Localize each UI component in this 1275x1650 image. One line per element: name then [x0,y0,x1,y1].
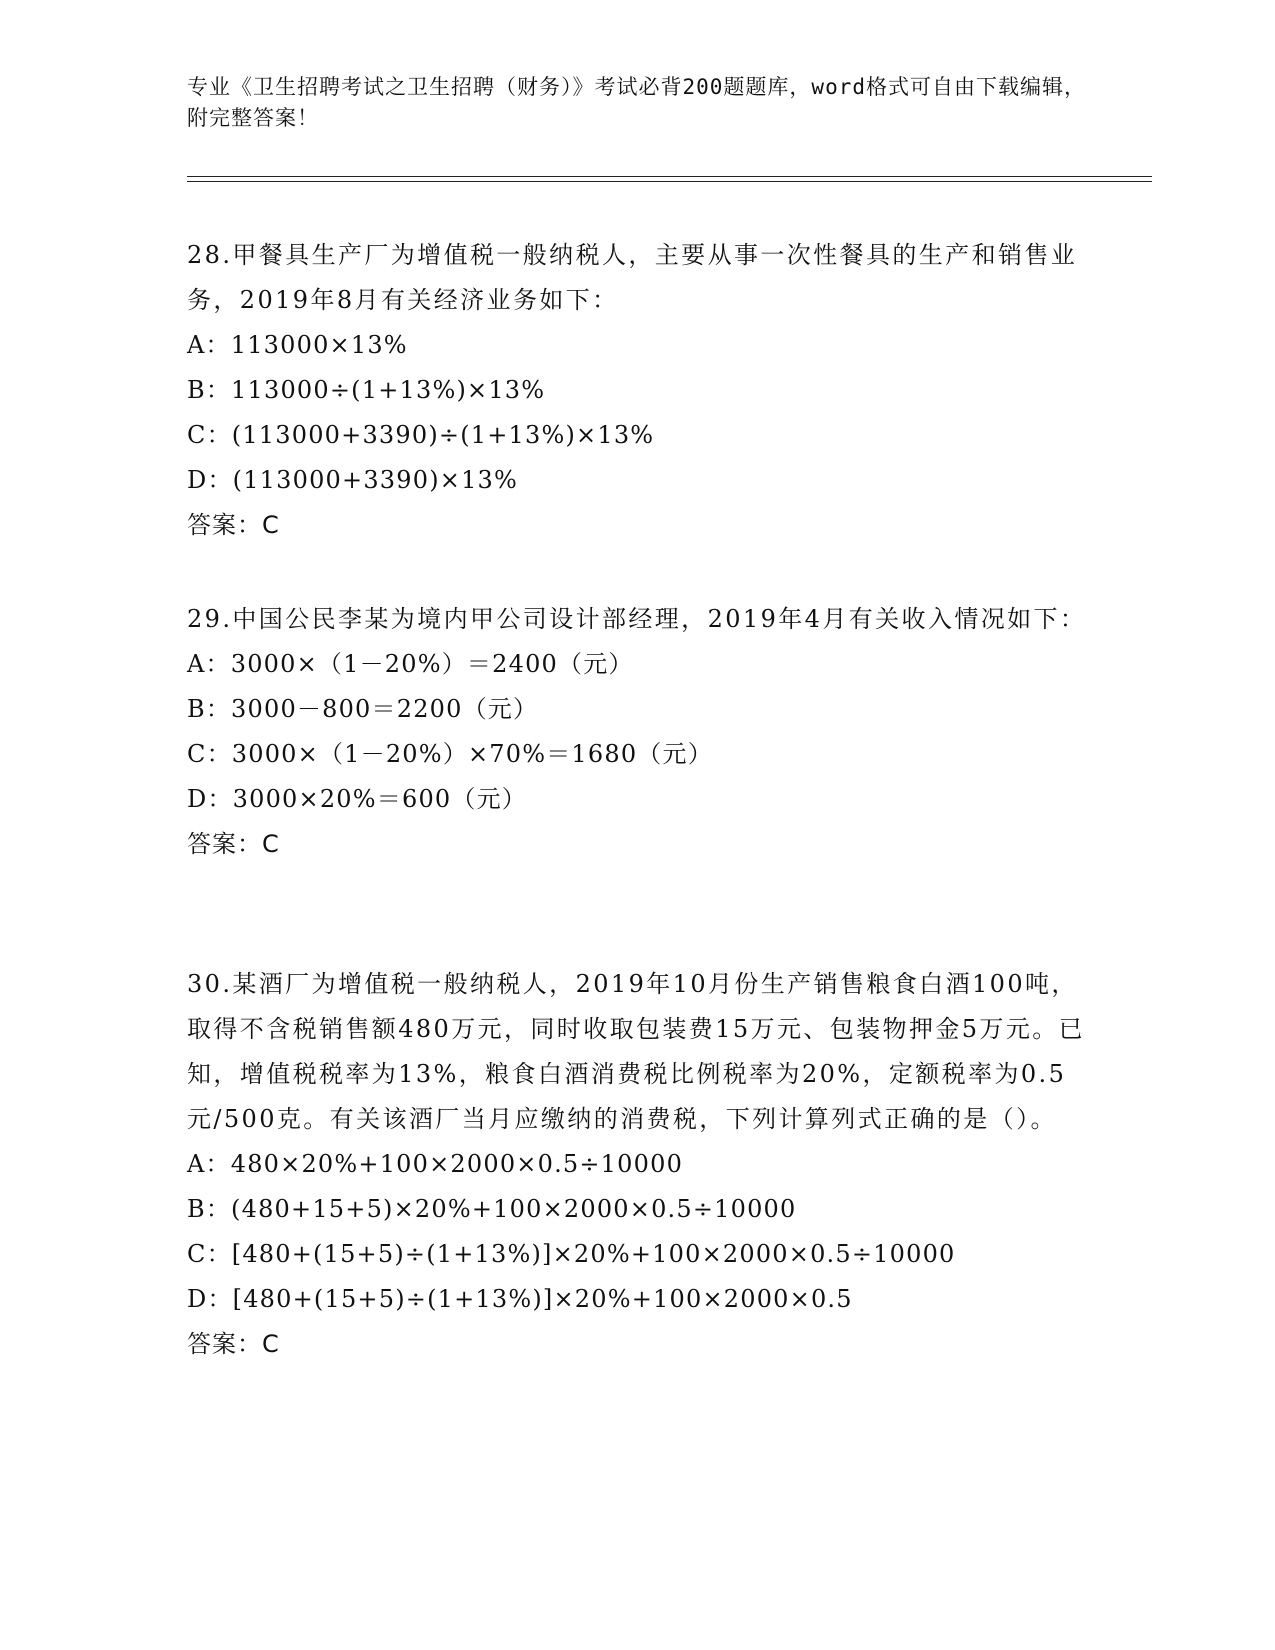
option-d: D：[480+(15+5)÷(1+13%)]×20%+100×2000×0.5 [187,1285,853,1313]
option-c: C：[480+(15+5)÷(1+13%)]×20%+100×2000×0.5÷10000 [187,1240,956,1268]
question-28 [187,233,1087,548]
header-divider-top [187,176,1152,177]
header-divider-bottom [187,181,1152,182]
option-a: A：480×20%+100×2000×0.5÷10000 [187,1150,684,1178]
option-b: B：(480+15+5)×20%+100×2000×0.5÷10000 [187,1195,797,1223]
option-b: B：113000÷(1+13%)×13% [187,376,546,404]
option-a: A：113000×13% [187,331,408,359]
answer-line: 答案：C [187,1330,280,1358]
document-header: 专业《卫生招聘考试之卫生招聘（财务）》考试必背200题题库，word格式可自由下载编辑，附完整答案！ [187,75,1086,130]
question-stem: 29.中国公民李某为境内甲公司设计部经理，2019年4月有关收入情况如下： [187,605,1087,633]
question-29 [187,597,1087,867]
option-c: C：3000×（1－20%）×70%＝1680（元） [187,740,713,768]
question-stem: 28.甲餐具生产厂为增值税一般纳税人，主要从事一次性餐具的生产和销售业务，2019年8月有关经济业务如下： [187,241,1078,314]
option-b: B：3000－800＝2200（元） [187,695,539,723]
option-d: D：(113000+3390)×13% [187,466,519,494]
answer-line: 答案：C [187,511,280,539]
option-d: D：3000×20%＝600（元） [187,785,527,813]
option-c: C：(113000+3390)÷(1+13%)×13% [187,421,655,449]
option-a: A：3000×（1－20%）＝2400（元） [187,650,634,678]
question-30 [187,962,1087,1367]
answer-line: 答案：C [187,830,280,858]
question-stem: 30.某酒厂为增值税一般纳税人，2019年10月份生产销售粮食白酒100吨，取得不含税销售额480万元，同时收取包装费15万元、包装物押金5万元。已知，增值税税率为13%，粮食白酒消费税比例税率为20%，定额税率为0.5元/500克。有关该酒厂当月应缴纳的消费税，下列计算列式正确的是（）。 [187,970,1086,1133]
